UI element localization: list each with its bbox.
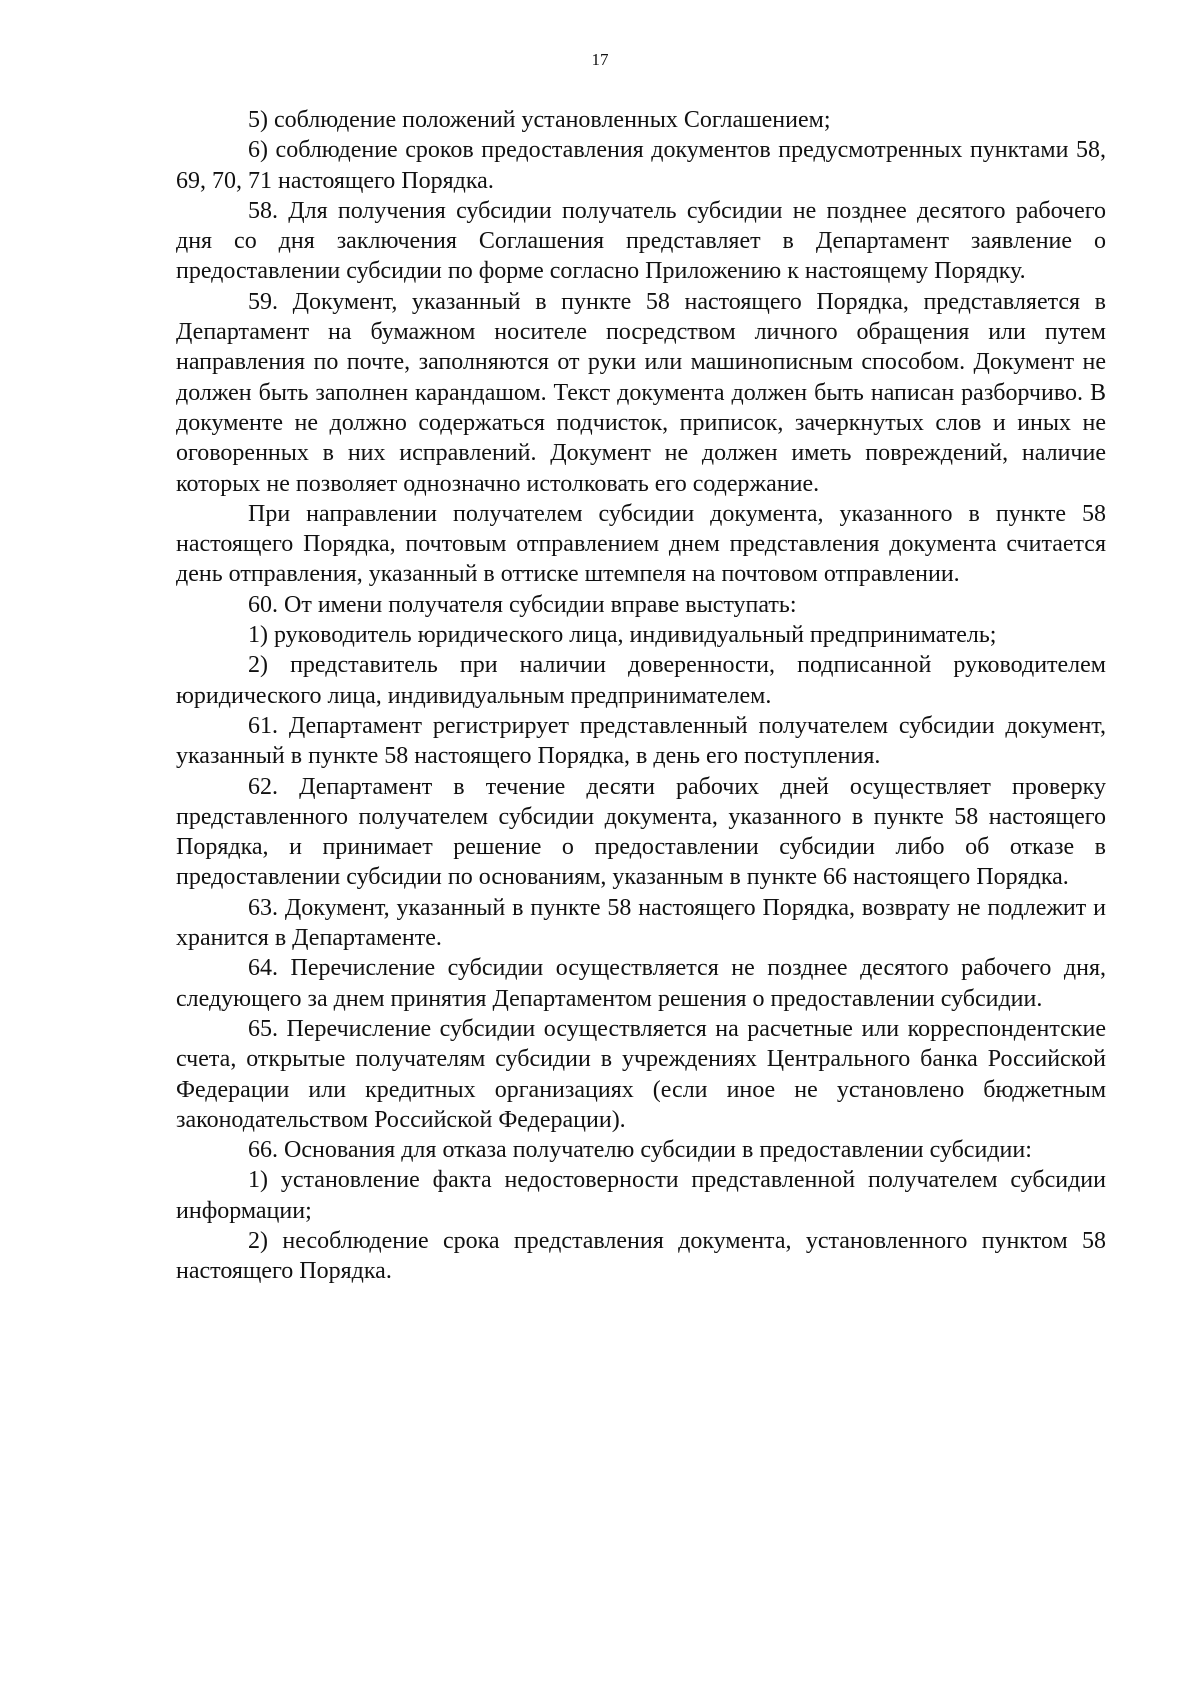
paragraph: При направлении получателем субсидии документа, указанного в пункте 58 настоящего Порядка, почтовым отправлением днем представления документа считается день отправления, указанный в оттиске штемпеля на почтовом отправлении.	[176, 500, 1106, 588]
paragraph: 66. Основания для отказа получателю субсидии в предоставлении субсидии:	[248, 1137, 1032, 1164]
paragraph: 65. Перечисление субсидии осуществляется на расчетные или корреспондентские счета, открытые получателям субсидии в учреждениях Центрального банка Российской Федерации или кредитных организациях (если иное не установлено бюджетным законодательством Российской Федерации).	[176, 1015, 1106, 1133]
paragraph: 59. Документ, указанный в пункте 58 настоящего Порядка, представляется в Департамент на бумажном носителе посредством личного обращения или путем направления по почте, заполняются от руки или машинописным способом. Документ не должен быть заполнен карандашом. Текст документа должен быть написан разборчиво. В документе не должно содержаться подчисток, приписок, зачеркнутых слов и иных не оговоренных в них исправлений. Документ не должен иметь повреждений, наличие которых не позволяет однозначно истолковать его содержание.	[176, 288, 1106, 497]
paragraph: 61. Департамент регистрирует представленный получателем субсидии документ, указанный в пункте 58 настоящего Порядка, в день его поступления.	[176, 712, 1106, 770]
paragraph: 63. Документ, указанный в пункте 58 настоящего Порядка, возврату не подлежит и хранится в Департаменте.	[176, 894, 1106, 952]
document-body	[176, 105, 1106, 1287]
paragraph: 6) соблюдение сроков предоставления документов предусмотренных пунктами 58, 69, 70, 71 настоящего Порядка.	[176, 137, 1106, 194]
paragraph: 5) соблюдение положений установленных Соглашением;	[248, 107, 831, 133]
page-number: 17	[591, 50, 609, 69]
paragraph: 62. Департамент в течение десяти рабочих дней осуществляет проверку представленного получателем субсидии документа, указанного в пункте 58 настоящего Порядка, и принимает решение о предоставлении субсидии либо об отказе в предоставлении субсидии по основаниям, указанным в пункте 66 настоящего Порядка.	[176, 773, 1106, 891]
paragraph: 2) представитель при наличии доверенности, подписанной руководителем юридического лица, индивидуальным предпринимателем.	[176, 652, 1106, 709]
paragraph: 60. От имени получателя субсидии вправе выступать:	[248, 591, 797, 618]
paragraph: 2) несоблюдение срока представления документа, установленного пунктом 58 настоящего Порядка.	[176, 1227, 1106, 1285]
paragraph: 1) установление факта недостоверности представленной получателем субсидии информации;	[176, 1167, 1106, 1224]
paragraph: 58. Для получения субсидии получатель субсидии не позднее десятого рабочего дня со дня заключения Соглашения представляет в Департамент заявление о предоставлении субсидии по форме согласно Приложению к настоящему Порядку.	[176, 197, 1106, 285]
paragraph: 1) руководитель юридического лица, индивидуальный предприниматель;	[248, 622, 997, 649]
paragraph: 64. Перечисление субсидии осуществляется не позднее десятого рабочего дня, следующего за днем принятия Департаментом решения о предоставлении субсидии.	[176, 955, 1106, 1012]
